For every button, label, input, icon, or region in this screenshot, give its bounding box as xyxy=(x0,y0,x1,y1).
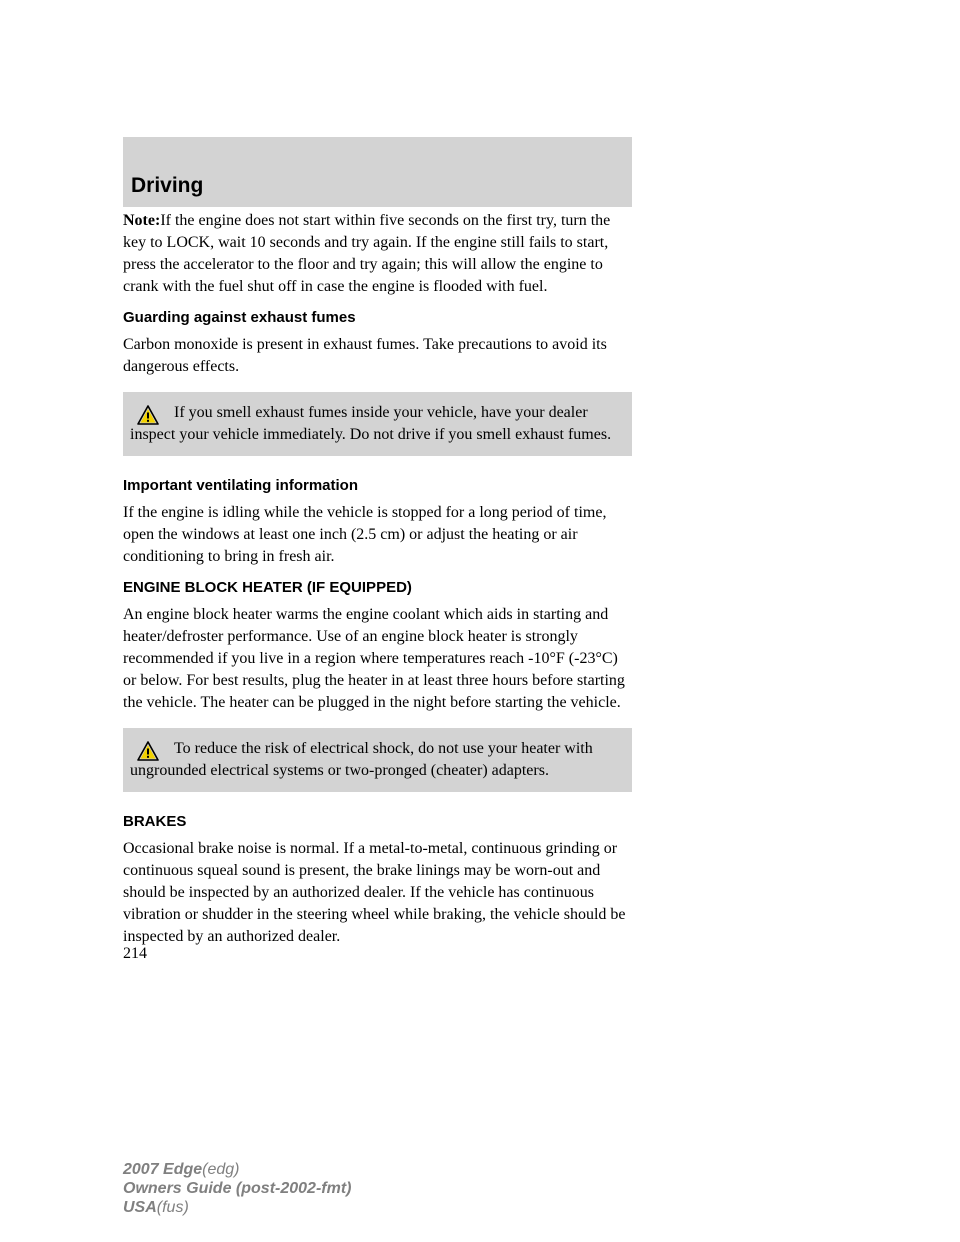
brakes-paragraph: Occasional brake noise is normal. If a metal-to-metal, continuous grinding or continuous squeal sound is present, the brake linings may be worn-out and should be inspected by an authorized dealer. If the vehicle has continuous vibration or shudder in the steering wheel while braking, the vehicle should be inspected by an authorized dealer. xyxy=(123,840,626,945)
warning-text-exhaust: If you smell exhaust fumes inside your vehicle, have your dealer inspect your vehicle immediately. Do not drive if you smell exhaust fumes. xyxy=(130,404,612,443)
brakes-heading: BRAKES xyxy=(123,813,187,830)
warning-triangle-icon xyxy=(137,741,159,761)
section-title: Driving xyxy=(131,174,204,197)
footer-model-code: (edg) xyxy=(202,1161,240,1178)
exhaust-heading: Guarding against exhaust fumes xyxy=(123,309,356,326)
exhaust-paragraph: Carbon monoxide is present in exhaust fumes. Take precautions to avoid its dangerous effects. xyxy=(123,336,607,375)
ventilating-paragraph: If the engine is idling while the vehicle is stopped for a long period of time, open the windows at least one inch (2.5 cm) or adjust the heating or air conditioning to bring in fresh air. xyxy=(123,504,607,565)
note-label: Note: xyxy=(123,212,161,229)
footer-market-code: (fus) xyxy=(156,1199,189,1216)
footer-line-2 xyxy=(123,1179,351,1198)
warning-text-heater: To reduce the risk of electrical shock, do not use your heater with ungrounded electrical systems or two-pronged (cheater) adapters. xyxy=(130,740,593,779)
warning-box-heater xyxy=(123,728,632,792)
footer-imprint xyxy=(123,1160,351,1217)
warning-box-exhaust xyxy=(123,392,632,456)
block-heater-heading: ENGINE BLOCK HEATER (IF EQUIPPED) xyxy=(123,579,412,596)
block-heater-paragraph: An engine block heater warms the engine coolant which aids in starting and heater/defroster performance. Use of an engine block heater is strongly recommended if you live in a region where temperatures reach -10°F (-23°C) or below. For best results, plug the heater in at least three hours before starting the vehicle. The heater can be plugged in the night before starting the vehicle. xyxy=(123,606,625,711)
note-paragraph xyxy=(123,210,632,298)
page-content xyxy=(123,210,632,958)
footer-line-3 xyxy=(123,1198,351,1217)
footer-model: 2007 Edge xyxy=(123,1161,203,1178)
page-number: 214 xyxy=(123,945,147,962)
ventilating-heading: Important ventilating information xyxy=(123,477,358,494)
footer-line-1 xyxy=(123,1160,351,1179)
footer-market: USA xyxy=(123,1199,157,1216)
warning-triangle-icon xyxy=(137,405,159,425)
footer-guide: Owners Guide (post-2002-fmt) xyxy=(123,1180,352,1197)
note-text: If the engine does not start within five seconds on the first try, turn the key to LOCK, wait 10 seconds and try again. If the engine still fails to start, press the accelerator to the floor and try again; this will allow the engine to crank with the fuel shut off in case the engine is flooded with fuel. xyxy=(123,212,611,295)
